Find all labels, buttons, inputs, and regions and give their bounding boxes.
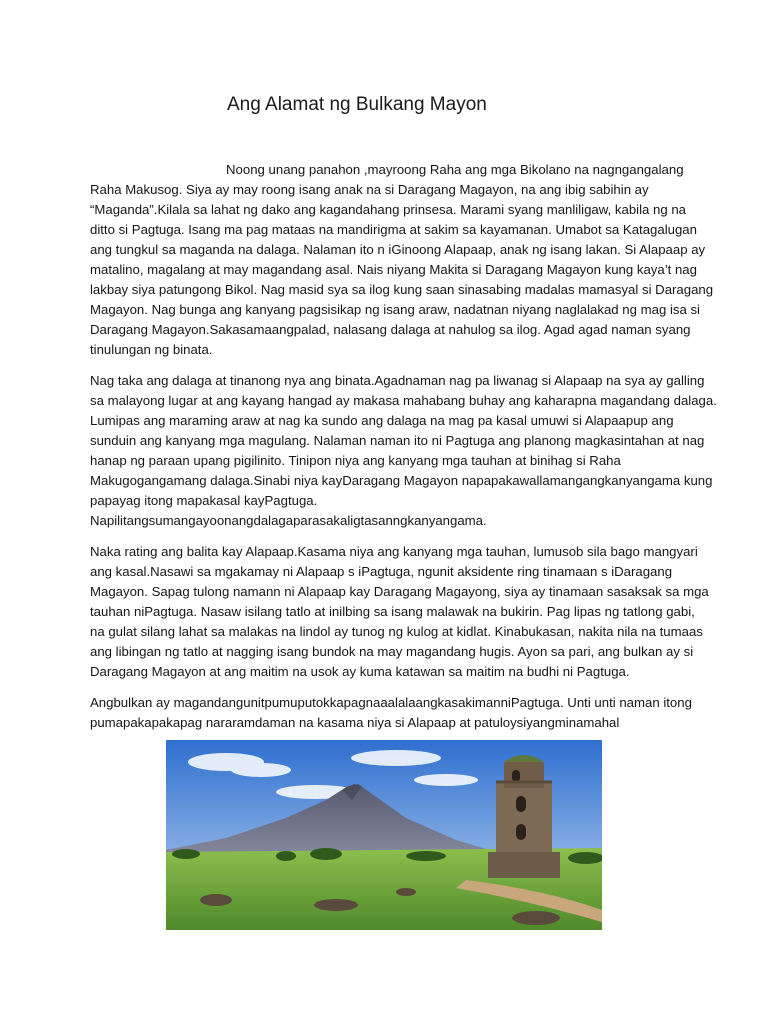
text-line: Naka rating ang balita kay Alapaap.Kasama niya ang kanyang mga tauhan, lumusob sila bago mangyari: [90, 544, 698, 559]
text-line: pumapakapakapag nararamdaman na kasama niya si Alapaap at patuloysiyangminamahal: [90, 715, 620, 730]
document-title: Ang Alamat ng Bulkang Mayon: [227, 94, 487, 115]
text-line: Noong unang panahon ,mayroong Raha ang mga Bikolano na nagngangalang: [226, 162, 684, 177]
text-line: “Maganda”.Kilala sa lahat ng dako ang kagandahang prinsesa. Marami syang manliligaw, kabila ng na: [90, 202, 687, 217]
paragraph-4: [90, 693, 690, 733]
text-line: Magayon. Nag bunga ang kanyang pagsisikap ng isang araw, nadatnan niyang naglalakad ng mag isa si: [90, 302, 700, 317]
text-line: sunduin ang kanyang mga magulang. Nalaman naman ito ni Pagtuga ang planong magkasintahan at nag: [90, 433, 705, 448]
text-line: na gulat silang lahat sa malakas na lindol ay tunog ng kulog at kidlat. Kinabukasan, nakita nila na tumaas: [90, 624, 703, 639]
text-line: Napilitangsumangayoonangdalagaparasakaligtasanngkanyangama.: [90, 513, 487, 528]
text-line: papayag itong mapakasal kayPagtuga.: [90, 493, 318, 508]
paragraph-2: [90, 371, 717, 531]
text-line: Makugogangamang dalaga.Sinabi niya kayDaragang Magayon napapakawallamangangkanyangama kung: [90, 473, 713, 488]
landscape-illustration: [166, 740, 602, 930]
text-line: Nag taka ang dalaga at tinanong nya ang binata.Agadnaman nag pa liwanag si Alapaap na sya ay galling: [90, 373, 705, 388]
text-line: ang tungkul sa maganda na dalaga. Nalaman ito n iGinoong Alapaap, anak ng isang lakan. Si Alapaap ay: [90, 242, 706, 257]
mayon-volcano-photo: [166, 740, 602, 930]
text-line: sa malayong lugar at ang kayang hangad ay makasa mahabang buhay ang kaharapna magandang dalaga.: [90, 393, 717, 408]
paragraph-1: [90, 160, 714, 360]
text-line: ditto si Pagtuga. Isang ma pag mataas na mandirigma at sakim sa kayamanan. Umabot sa Katagalugan: [90, 222, 697, 237]
text-line: Magayon. Sapag tulong namann ni Alapaap kay Daragang Magayong, siya ay tinamaan sasaksak sa mga: [90, 584, 709, 599]
text-line: Daragang Magayon.Sakasamaangpalad, nalasang dalaga at nahulog sa ilog. Agad agad naman syang: [90, 322, 691, 337]
text-line: lakbay siya patungong Bikol. Nag masid sya sa ilog kung saan sinasabing madalas mamasyal si Daragang: [90, 282, 714, 297]
text-line: Raha Makusog. Siya ay may roong isang anak na si Daragang Magayon, na ang ibig sabihin ay: [90, 182, 649, 197]
text-line: tinulungan ng binata.: [90, 342, 213, 357]
document-body: [90, 160, 717, 744]
text-line: matalino, magalang at may magandang asal. Nais niyang Makita si Daragang Magayon kung kaya’t nag: [90, 262, 697, 277]
text-line: hanap ng paraan upang pigilinito. Tinipon niya ang kanyang mga tauhan at binihag si Raha: [90, 453, 621, 468]
text-line: tauhan niPagtuga. Nasaw isilang tatlo at inilbing sa isang malawak na bukirin. Pag lipas ng tatlong gabi,: [90, 604, 695, 619]
paragraph-3: [90, 542, 709, 682]
text-line: Daragang Magayon at ang maitim na usok ay kuma katawan sa maitim na budhi ni Pagtuga.: [90, 664, 630, 679]
text-line: ang kasal.Nasawi sa mgakamay ni Alapaap s iPagtuga, ngunit aksidente ring tinamaan s iDaragang: [90, 564, 673, 579]
text-line: Lumipas ang maraming araw at nag ka sundo ang dalaga na mag pa kasal umuwi si Alapaapup ang: [90, 413, 674, 428]
text-line: Angbulkan ay magandangunitpumuputokkapagnaaalalaangkasakimanniPagtuga. Unti unti naman itong: [90, 695, 692, 710]
text-line: ang libingan ng tatlo at nagging isang bundok na may magandang hugis. Ayon sa pari, ang bulkan ay si: [90, 644, 694, 659]
